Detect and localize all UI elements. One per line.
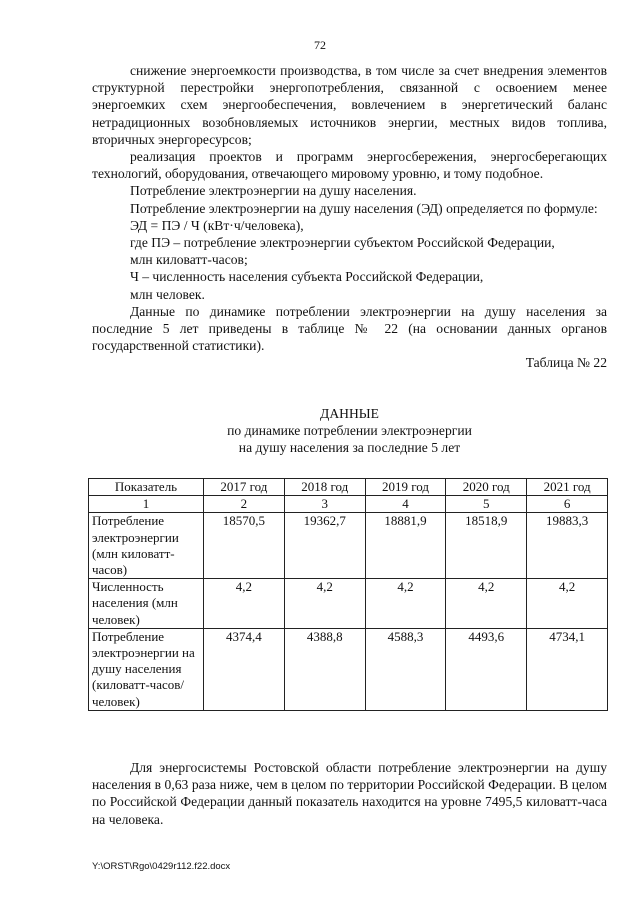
column-number: 2 bbox=[204, 496, 285, 513]
formula-line: где ПЭ – потребление электроэнергии субъектом Российской Федерации, bbox=[130, 235, 555, 251]
value-cell: 4,2 bbox=[204, 579, 285, 629]
table-title-line: по динамике потреблении электроэнергии bbox=[227, 423, 472, 439]
column-header: 2019 год bbox=[365, 479, 446, 496]
column-number: 5 bbox=[446, 496, 527, 513]
body-text bbox=[92, 62, 607, 372]
value-cell: 19362,7 bbox=[284, 513, 365, 579]
value-cell: 18881,9 bbox=[365, 513, 446, 579]
column-number-row bbox=[89, 496, 608, 513]
value-cell: 4,2 bbox=[446, 579, 527, 629]
table-row bbox=[89, 628, 608, 710]
table-title-line: ДАННЫЕ bbox=[320, 406, 379, 421]
table-header-row bbox=[89, 479, 608, 496]
paragraph: снижение энергоемкости производства, в том числе за счет внедрения элементов структурной перестройки энергопотребления, связанной с освоением менее энергоемких схем энергообеспечения, вовлечением в энергетический баланс нетрадиционных возобновляемых источников энергии, местных видов топлива, вторичных энергоресурсов; bbox=[92, 63, 607, 147]
column-number: 6 bbox=[527, 496, 608, 513]
paragraph: Потребление электроэнергии на душу населения. bbox=[130, 183, 417, 199]
column-header: 2020 год bbox=[446, 479, 527, 496]
page-number: 72 bbox=[314, 38, 326, 52]
indicator-cell: Потребление электроэнергии на душу населения (киловатт-часов/человек) bbox=[89, 628, 204, 710]
value-cell: 4,2 bbox=[365, 579, 446, 629]
data-table bbox=[88, 478, 608, 711]
paragraph: Для энергосистемы Ростовской области потребление электроэнергии на душу населения в 0,63 раза ниже, чем в целом по территории Российской Федерации. В целом по Российской Федерации данный показатель находится на уровне 7495,5 киловатт-часа на человека. bbox=[92, 760, 607, 827]
footer-file-path: Y:\ORST\Rgo\0429r112.f22.docx bbox=[92, 861, 231, 872]
formula-line: Ч – численность населения субъекта Российской Федерации, bbox=[130, 269, 484, 285]
value-cell: 4,2 bbox=[527, 579, 608, 629]
value-cell: 4388,8 bbox=[284, 628, 365, 710]
table-label: Таблица № 22 bbox=[525, 355, 607, 371]
value-cell: 4588,3 bbox=[365, 628, 446, 710]
column-header: 2017 год bbox=[204, 479, 285, 496]
indicator-cell: Численность населения (млн человек) bbox=[89, 579, 204, 629]
formula-line: ЭД = ПЭ / Ч (кВт·ч/человека), bbox=[130, 217, 304, 233]
column-number: 4 bbox=[365, 496, 446, 513]
value-cell: 4493,6 bbox=[446, 628, 527, 710]
conclusion-text bbox=[92, 759, 607, 828]
table-row bbox=[89, 513, 608, 579]
paragraph: Данные по динамике потреблении электроэнергии на душу населения за последние 5 лет приведены в таблице № 22 (на основании данных органов государственной статистики). bbox=[92, 303, 607, 354]
value-cell: 18570,5 bbox=[204, 513, 285, 579]
value-cell: 19883,3 bbox=[527, 513, 608, 579]
column-header: Показатель bbox=[89, 479, 204, 496]
column-header: 2018 год bbox=[284, 479, 365, 496]
value-cell: 4,2 bbox=[284, 579, 365, 629]
indicator-cell: Потребление электроэнергии (млн киловатт-часов) bbox=[89, 513, 204, 579]
column-number: 1 bbox=[89, 496, 204, 513]
value-cell: 18518,9 bbox=[446, 513, 527, 579]
table-title-line: на душу населения за последние 5 лет bbox=[238, 440, 461, 456]
table-row bbox=[89, 579, 608, 629]
value-cell: 4374,4 bbox=[204, 628, 285, 710]
formula-line: млн человек. bbox=[130, 286, 205, 302]
table-title bbox=[92, 405, 607, 457]
column-header: 2021 год bbox=[527, 479, 608, 496]
value-cell: 4734,1 bbox=[527, 628, 608, 710]
paragraph: Потребление электроэнергии на душу населения (ЭД) определяется по формуле: bbox=[130, 200, 598, 216]
paragraph: реализация проектов и программ энергосбережения, энергосберегающих технологий, оборудования, отвечающего мировому уровню, и тому подобное. bbox=[92, 149, 607, 182]
column-number: 3 bbox=[284, 496, 365, 513]
formula-line: млн киловатт-часов; bbox=[130, 252, 248, 268]
